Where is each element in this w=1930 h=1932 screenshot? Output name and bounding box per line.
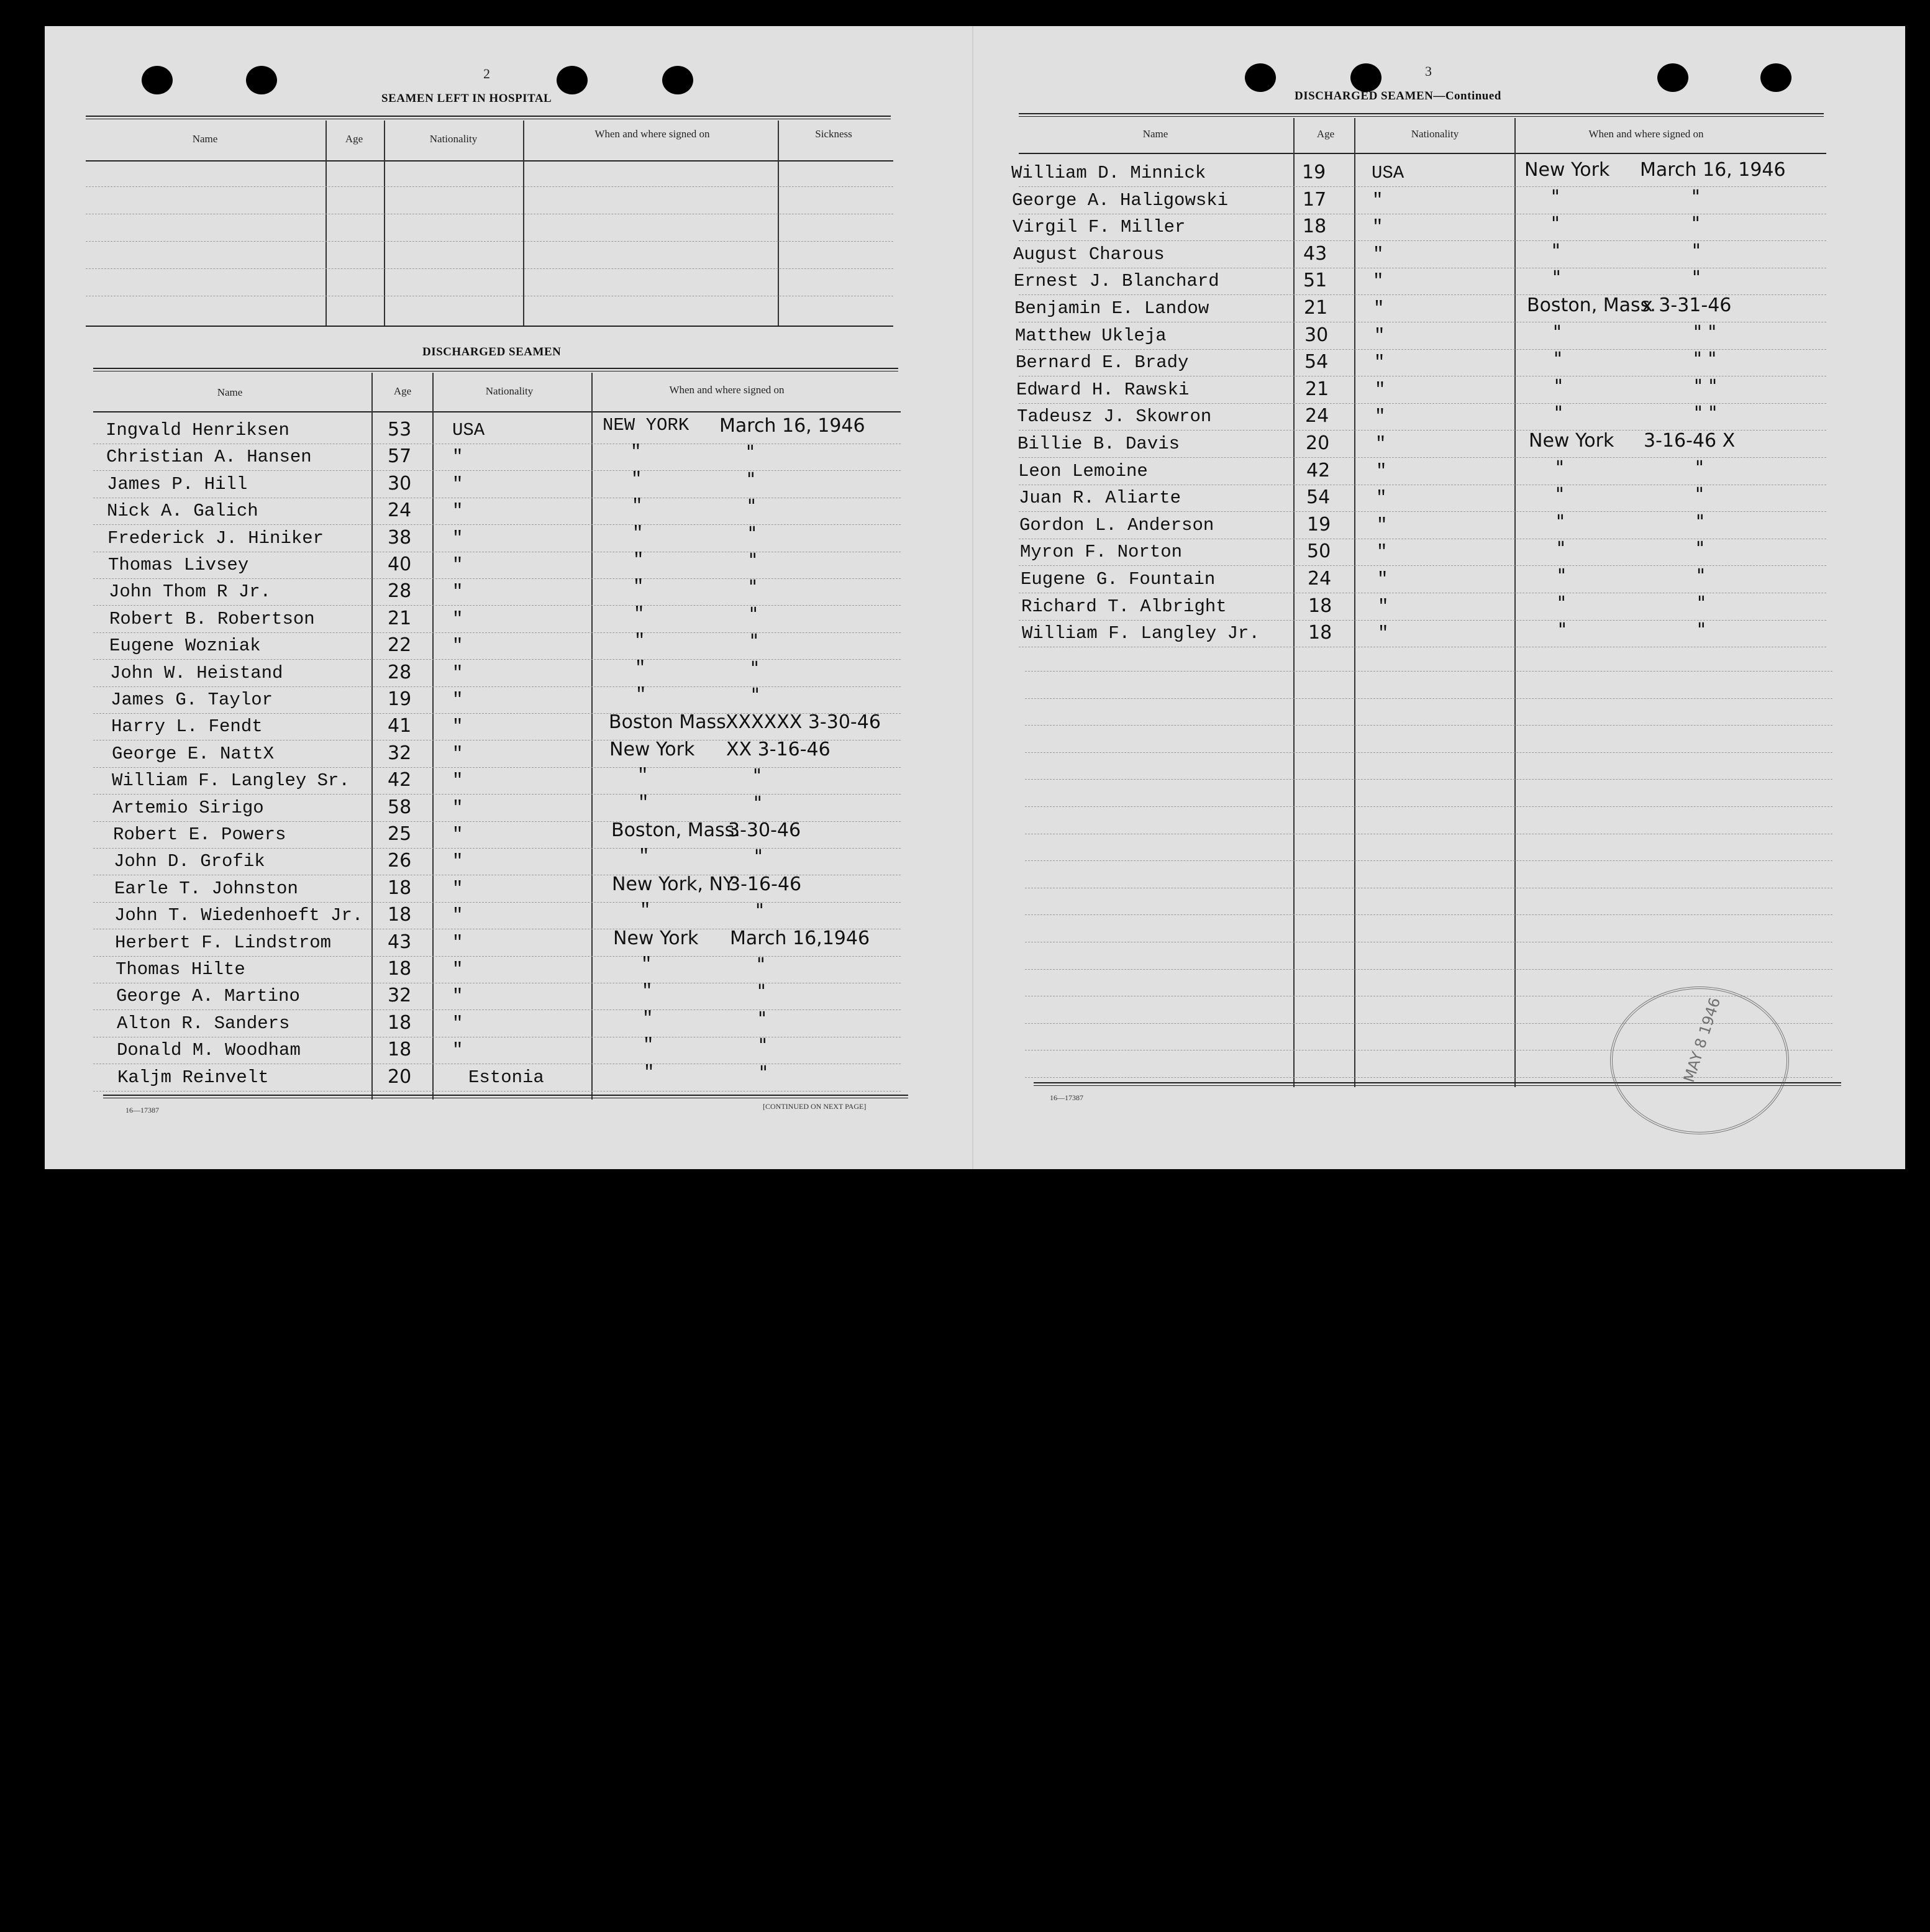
signed-on-place: New York, NY bbox=[612, 873, 735, 895]
col-header-age: Age bbox=[1316, 128, 1335, 140]
seaman-name: Robert E. Powers bbox=[113, 824, 286, 845]
seaman-age: 21 bbox=[1305, 378, 1329, 400]
seaman-name: Nick A. Galich bbox=[107, 501, 258, 521]
signed-on-place: " bbox=[634, 631, 645, 651]
col-header-nationality: Nationality bbox=[485, 385, 534, 397]
seaman-age: 17 bbox=[1303, 189, 1327, 211]
form-number: 16—17387 bbox=[1050, 1093, 1083, 1102]
seaman-age: 19 bbox=[388, 688, 412, 710]
seaman-name: Billie B. Davis bbox=[1017, 434, 1180, 454]
seaman-name: Eugene G. Fountain bbox=[1021, 569, 1216, 590]
seaman-nationality: " bbox=[1373, 244, 1384, 265]
seaman-nationality: " bbox=[1376, 461, 1387, 481]
seaman-name: George A. Haligowski bbox=[1012, 190, 1229, 211]
seaman-age: 24 bbox=[1308, 568, 1332, 590]
col-divider bbox=[778, 121, 779, 326]
seaman-name: Virgil F. Miller bbox=[1013, 217, 1186, 237]
signed-on-place: " bbox=[635, 658, 646, 678]
seaman-age: 21 bbox=[1304, 297, 1328, 319]
row-rule bbox=[86, 268, 893, 269]
col-divider bbox=[591, 373, 593, 1100]
row-rule bbox=[1025, 725, 1832, 726]
punch-hole bbox=[142, 66, 173, 94]
signed-on-place: " bbox=[1554, 403, 1563, 424]
signed-on-place: " bbox=[633, 576, 644, 597]
seaman-nationality: " bbox=[452, 905, 463, 926]
signed-on-place: " bbox=[1556, 511, 1565, 533]
col-header-name: Name bbox=[217, 386, 243, 398]
seaman-name: Alton R. Sanders bbox=[117, 1013, 290, 1034]
seaman-name: James G. Taylor bbox=[111, 690, 273, 710]
signed-on-date: x 3-31-46 bbox=[1642, 294, 1732, 316]
signed-on-place: " bbox=[643, 1035, 654, 1055]
signed-on-date: " bbox=[753, 793, 762, 814]
seaman-age: 21 bbox=[388, 608, 412, 629]
seaman-nationality: " bbox=[452, 932, 463, 953]
signed-on-place: " bbox=[639, 846, 650, 867]
col-header-name: Name bbox=[1142, 128, 1168, 140]
signed-on-date: " " bbox=[1694, 403, 1718, 424]
signed-on-place: " bbox=[638, 793, 649, 813]
row-rule bbox=[86, 241, 893, 242]
row-rule bbox=[93, 524, 901, 525]
signed-on-date: " bbox=[1691, 186, 1700, 208]
signed-on-place: " bbox=[1557, 538, 1565, 560]
seaman-nationality: " bbox=[452, 474, 463, 494]
signed-on-date: " bbox=[751, 685, 760, 706]
signed-on-place: " bbox=[640, 900, 651, 921]
header-rule bbox=[1019, 153, 1826, 154]
seaman-age: 58 bbox=[388, 796, 412, 818]
seaman-nationality: " bbox=[1375, 406, 1386, 427]
seaman-age: 51 bbox=[1303, 270, 1327, 291]
seaman-name: Matthew Ukleja bbox=[1015, 326, 1167, 346]
signed-on-date: " bbox=[1695, 484, 1704, 506]
row-rule bbox=[93, 902, 901, 903]
signed-on-date: March 16, 1946 bbox=[719, 415, 865, 437]
seaman-age: 42 bbox=[388, 769, 412, 791]
seaman-name: Ernest J. Blanchard bbox=[1014, 271, 1219, 291]
seaman-name: Thomas Hilte bbox=[116, 959, 245, 980]
seaman-nationality: " bbox=[452, 770, 463, 791]
seaman-nationality: Estonia bbox=[468, 1067, 544, 1088]
discharged-section-title: DISCHARGED SEAMEN bbox=[422, 345, 562, 358]
col-header-signed-on: When and where signed on bbox=[1588, 128, 1704, 140]
seaman-name: William D. Minnick bbox=[1011, 163, 1206, 183]
seaman-age: 18 bbox=[1303, 216, 1327, 237]
row-rule bbox=[1025, 779, 1832, 780]
signed-on-place: " bbox=[1558, 619, 1567, 641]
seaman-nationality: " bbox=[452, 744, 463, 764]
signed-on-place: " bbox=[642, 981, 653, 1001]
seaman-name: Richard T. Albright bbox=[1021, 596, 1227, 617]
signed-on-date: " bbox=[748, 523, 757, 545]
signed-on-place: " bbox=[630, 442, 642, 462]
seaman-name: Benjamin E. Landow bbox=[1014, 298, 1209, 319]
seaman-age: 53 bbox=[388, 419, 412, 440]
signed-on-place: Boston Mass bbox=[609, 711, 726, 733]
signed-on-date: " bbox=[1697, 593, 1706, 614]
seaman-age: 30 bbox=[388, 473, 412, 494]
row-rule bbox=[1019, 511, 1826, 512]
col-header-signed-on: When and where signed on bbox=[669, 384, 785, 396]
signed-on-date: 3-16-46 X bbox=[1644, 430, 1736, 452]
signed-on-place: Boston, Mass. bbox=[1527, 294, 1656, 316]
signed-on-place: " bbox=[1554, 349, 1562, 370]
row-rule bbox=[86, 186, 893, 187]
seaman-nationality: " bbox=[452, 447, 463, 467]
table-rule bbox=[103, 1095, 908, 1098]
seaman-nationality: " bbox=[1375, 380, 1386, 400]
seaman-age: 19 bbox=[1307, 514, 1331, 535]
seaman-name: John D. Grofik bbox=[114, 851, 265, 872]
signed-on-place: " bbox=[1551, 213, 1560, 235]
seaman-nationality: " bbox=[1374, 352, 1385, 373]
signed-on-place: New York bbox=[613, 927, 699, 949]
seaman-name: John W. Heistand bbox=[110, 663, 283, 683]
seaman-age: 20 bbox=[1306, 432, 1330, 454]
seaman-name: Kaljm Reinvelt bbox=[117, 1067, 269, 1088]
seaman-age: 43 bbox=[388, 931, 412, 953]
signed-on-date: XX 3-16-46 bbox=[726, 739, 831, 760]
seaman-age: 26 bbox=[388, 850, 412, 872]
seaman-name: James P. Hill bbox=[107, 474, 248, 494]
signed-on-place: " bbox=[634, 604, 645, 624]
signed-on-place: " bbox=[641, 954, 652, 975]
seaman-nationality: USA bbox=[1372, 163, 1404, 183]
col-divider bbox=[432, 373, 434, 1100]
signed-on-date: " bbox=[1691, 213, 1700, 235]
col-header-signed-on: When and where signed on bbox=[594, 128, 710, 140]
signed-on-place: " bbox=[635, 685, 647, 705]
seaman-age: 24 bbox=[1305, 405, 1329, 427]
page-fold bbox=[972, 26, 973, 1169]
form-number: 16—17387 bbox=[125, 1106, 159, 1114]
seaman-name: George A. Martino bbox=[116, 986, 300, 1006]
signed-on-place: " bbox=[637, 765, 649, 786]
seaman-nationality: " bbox=[1378, 596, 1389, 617]
signed-on-date: " bbox=[757, 981, 766, 1003]
seaman-nationality: " bbox=[452, 986, 463, 1006]
seaman-nationality: " bbox=[1377, 569, 1388, 590]
seaman-nationality: " bbox=[452, 555, 463, 575]
seaman-name: Earle T. Johnston bbox=[114, 878, 298, 899]
signed-on-date: " " bbox=[1694, 376, 1718, 398]
seaman-age: 24 bbox=[388, 499, 412, 521]
seaman-age: 54 bbox=[1304, 351, 1329, 373]
punch-hole bbox=[1350, 63, 1381, 92]
row-rule bbox=[1025, 969, 1832, 970]
col-divider bbox=[523, 121, 524, 326]
signed-on-date: XXXXXX 3-30-46 bbox=[726, 711, 881, 733]
signed-on-date: March 16, 1946 bbox=[1640, 159, 1786, 181]
row-rule bbox=[1025, 914, 1832, 915]
signed-on-date: " bbox=[749, 576, 757, 598]
seaman-name: William F. Langley Sr. bbox=[112, 770, 350, 791]
seaman-age: 28 bbox=[388, 580, 412, 602]
seaman-nationality: USA bbox=[452, 420, 485, 440]
continued-note: [CONTINUED ON NEXT PAGE] bbox=[763, 1102, 867, 1111]
seaman-nationality: " bbox=[452, 1040, 463, 1060]
signed-on-place: " bbox=[1557, 593, 1566, 614]
signed-on-date: " bbox=[749, 550, 757, 572]
col-header-name: Name bbox=[192, 133, 218, 145]
seaman-name: Christian A. Hansen bbox=[106, 447, 312, 467]
row-rule bbox=[93, 794, 901, 795]
seaman-age: 18 bbox=[388, 877, 412, 899]
seaman-age: 42 bbox=[1306, 460, 1331, 481]
row-rule bbox=[93, 470, 901, 471]
header-rule bbox=[93, 411, 901, 412]
signed-on-place: " bbox=[644, 1062, 655, 1083]
seaman-name: Thomas Livsey bbox=[108, 555, 249, 575]
seaman-nationality: " bbox=[1372, 217, 1383, 237]
col-header-age: Age bbox=[393, 385, 412, 397]
seaman-nationality: " bbox=[452, 663, 463, 683]
signed-on-place: NEW YORK bbox=[603, 415, 690, 435]
signed-on-date: " bbox=[755, 900, 764, 922]
seaman-name: Juan R. Aliarte bbox=[1019, 488, 1181, 508]
seaman-nationality: " bbox=[1372, 190, 1383, 211]
signed-on-date: " bbox=[1696, 538, 1705, 560]
row-rule bbox=[1019, 565, 1826, 566]
seaman-age: 43 bbox=[1303, 243, 1327, 265]
document-sheet bbox=[45, 26, 1905, 1169]
signed-on-date: " bbox=[759, 1062, 768, 1084]
signed-on-place: " bbox=[642, 1008, 653, 1029]
seaman-nationality: " bbox=[452, 1013, 463, 1034]
signed-on-date: " bbox=[754, 846, 763, 868]
seaman-age: 18 bbox=[388, 1039, 412, 1060]
signed-on-place: Boston, Mass. bbox=[611, 819, 740, 841]
seaman-name: John T. Wiedenhoeft Jr. bbox=[114, 905, 363, 926]
signed-on-place: " bbox=[632, 523, 644, 544]
seaman-age: 28 bbox=[388, 662, 412, 683]
row-rule bbox=[93, 767, 901, 768]
seaman-name: Leon Lemoine bbox=[1018, 461, 1148, 481]
punch-hole bbox=[1245, 63, 1276, 92]
seaman-nationality: " bbox=[452, 609, 463, 629]
seaman-name: William F. Langley Jr. bbox=[1022, 623, 1260, 644]
seaman-age: 18 bbox=[1308, 622, 1332, 644]
seaman-name: Eugene Wozniak bbox=[109, 636, 261, 656]
signed-on-place: " bbox=[1552, 240, 1560, 262]
signed-on-place: New York bbox=[1529, 430, 1614, 452]
seaman-nationality: " bbox=[1377, 542, 1388, 562]
col-divider bbox=[371, 373, 373, 1100]
row-rule bbox=[93, 1009, 901, 1010]
seaman-name: Donald M. Woodham bbox=[117, 1040, 301, 1060]
seaman-nationality: " bbox=[452, 798, 463, 818]
signed-on-date: " bbox=[1692, 240, 1701, 262]
signed-on-place: New York bbox=[609, 739, 695, 760]
signed-on-date: 3-30-46 bbox=[728, 819, 801, 841]
seaman-nationality: " bbox=[452, 581, 463, 602]
table-rule bbox=[93, 368, 898, 371]
seaman-nationality: " bbox=[452, 690, 463, 710]
header-rule bbox=[86, 160, 893, 162]
page-number: 2 bbox=[483, 66, 490, 81]
seaman-age: 22 bbox=[388, 634, 412, 656]
row-rule bbox=[93, 686, 901, 687]
seaman-age: 38 bbox=[388, 527, 412, 549]
seaman-nationality: " bbox=[1377, 515, 1388, 535]
col-divider bbox=[384, 121, 385, 326]
seaman-age: 50 bbox=[1307, 540, 1331, 562]
punch-hole bbox=[246, 66, 277, 94]
seaman-name: John Thom R Jr. bbox=[109, 581, 271, 602]
seaman-name: Edward H. Rawski bbox=[1016, 380, 1190, 400]
seaman-age: 18 bbox=[388, 1012, 412, 1034]
seaman-nationality: " bbox=[452, 851, 463, 872]
seaman-age: 41 bbox=[388, 715, 412, 737]
signed-on-date: " bbox=[747, 469, 755, 491]
row-rule bbox=[1019, 240, 1826, 241]
seaman-nationality: " bbox=[1373, 271, 1384, 291]
seaman-name: Myron F. Norton bbox=[1020, 542, 1183, 562]
row-rule bbox=[93, 659, 901, 660]
row-rule bbox=[1025, 860, 1832, 861]
signed-on-place: " bbox=[631, 469, 642, 490]
seaman-age: 32 bbox=[388, 985, 412, 1006]
row-rule bbox=[1025, 752, 1832, 753]
signed-on-date: " bbox=[758, 1035, 767, 1057]
signed-on-place: " bbox=[1554, 376, 1563, 398]
col-header-nationality: Nationality bbox=[1411, 128, 1459, 140]
seaman-age: 30 bbox=[1304, 324, 1329, 346]
table-rule bbox=[1019, 113, 1824, 117]
row-rule bbox=[1019, 186, 1826, 187]
row-rule bbox=[93, 956, 901, 957]
row-rule bbox=[93, 605, 901, 606]
seaman-age: 57 bbox=[388, 445, 412, 467]
seaman-name: George E. NattX bbox=[112, 744, 275, 764]
signed-on-date: " bbox=[749, 604, 758, 626]
seaman-nationality: " bbox=[1374, 326, 1385, 346]
col-header-age: Age bbox=[345, 133, 363, 145]
signed-on-place: " bbox=[632, 496, 643, 516]
seaman-name: Artemio Sirigo bbox=[112, 798, 264, 818]
table-rule bbox=[86, 326, 893, 327]
signed-on-date: " bbox=[1696, 565, 1705, 587]
seaman-name: Herbert F. Lindstrom bbox=[115, 932, 332, 953]
punch-hole bbox=[557, 66, 588, 94]
signed-on-place: " bbox=[1555, 484, 1564, 506]
seaman-name: Gordon L. Anderson bbox=[1019, 515, 1214, 535]
seaman-name: Ingvald Henriksen bbox=[106, 420, 289, 440]
signed-on-date: 3-16-46 bbox=[729, 873, 802, 895]
row-rule bbox=[1025, 698, 1832, 699]
seaman-age: 18 bbox=[388, 958, 412, 980]
seaman-nationality: " bbox=[1376, 488, 1387, 508]
seaman-name: August Charous bbox=[1013, 244, 1165, 265]
signed-on-date: " bbox=[757, 954, 765, 976]
signed-on-date: " bbox=[753, 765, 762, 787]
signed-on-date: " bbox=[746, 442, 755, 463]
punch-hole bbox=[1760, 63, 1791, 92]
seaman-age: 18 bbox=[388, 904, 412, 926]
signed-on-date: " bbox=[747, 496, 756, 517]
seaman-age: 40 bbox=[388, 554, 412, 575]
signed-on-date: March 16,1946 bbox=[730, 927, 870, 949]
seaman-age: 32 bbox=[388, 742, 412, 764]
seaman-name: Robert B. Robertson bbox=[109, 609, 315, 629]
col-divider bbox=[325, 121, 327, 326]
seaman-name: Bernard E. Brady bbox=[1016, 352, 1189, 373]
row-rule bbox=[1019, 457, 1826, 458]
seaman-nationality: " bbox=[452, 959, 463, 980]
seaman-age: 25 bbox=[388, 823, 412, 845]
seaman-nationality: " bbox=[452, 528, 463, 549]
seaman-age: 18 bbox=[1308, 595, 1332, 617]
row-rule bbox=[93, 632, 901, 633]
signed-on-place: " bbox=[1557, 565, 1566, 587]
signed-on-place: New York bbox=[1524, 159, 1610, 181]
signed-on-place: " bbox=[1552, 267, 1561, 289]
signed-on-date: " bbox=[1692, 267, 1701, 289]
signed-on-place: " bbox=[1553, 322, 1562, 344]
seaman-name: Tadeusz J. Skowron bbox=[1017, 406, 1212, 427]
punch-hole bbox=[662, 66, 693, 94]
col-header-nationality: Nationality bbox=[429, 133, 478, 145]
punch-hole bbox=[1657, 63, 1688, 92]
col-header-sickness: Sickness bbox=[815, 128, 852, 140]
seaman-age: 54 bbox=[1306, 486, 1331, 508]
seaman-nationality: " bbox=[1373, 298, 1385, 319]
stamp-date: MAY 8 1946 bbox=[1680, 995, 1724, 1085]
signed-on-date: " bbox=[750, 631, 758, 652]
signed-on-place: " bbox=[1555, 457, 1564, 479]
table-rule bbox=[86, 116, 891, 119]
signed-on-date: " bbox=[758, 1008, 767, 1030]
seaman-nationality: " bbox=[1375, 434, 1386, 454]
seaman-name: Harry L. Fendt bbox=[111, 716, 263, 737]
seaman-nationality: " bbox=[452, 636, 463, 656]
seaman-nationality: " bbox=[452, 501, 463, 521]
signed-on-date: " bbox=[1695, 457, 1704, 479]
seaman-nationality: " bbox=[452, 878, 463, 899]
signed-on-date: " bbox=[1696, 511, 1705, 533]
seaman-age: 20 bbox=[388, 1066, 412, 1088]
seaman-nationality: " bbox=[452, 716, 463, 737]
row-rule bbox=[1025, 806, 1832, 807]
signed-on-date: " " bbox=[1693, 349, 1717, 370]
signed-on-date: " bbox=[1697, 619, 1706, 641]
discharged-continued-title: DISCHARGED SEAMEN—Continued bbox=[1295, 89, 1501, 103]
hospital-section-title: SEAMEN LEFT IN HOSPITAL bbox=[381, 92, 552, 105]
seaman-name: Frederick J. Hiniker bbox=[107, 528, 324, 549]
signed-on-date: " " bbox=[1693, 322, 1717, 344]
seaman-nationality: " bbox=[452, 824, 463, 845]
seaman-age: 19 bbox=[1302, 162, 1326, 183]
row-rule bbox=[1025, 671, 1832, 672]
page-number: 3 bbox=[1425, 63, 1432, 79]
seaman-nationality: " bbox=[1378, 623, 1389, 644]
row-rule bbox=[93, 578, 901, 579]
signed-on-place: " bbox=[633, 550, 644, 570]
row-rule bbox=[93, 848, 901, 849]
signed-on-place: " bbox=[1551, 186, 1560, 208]
signed-on-date: " bbox=[750, 658, 759, 680]
